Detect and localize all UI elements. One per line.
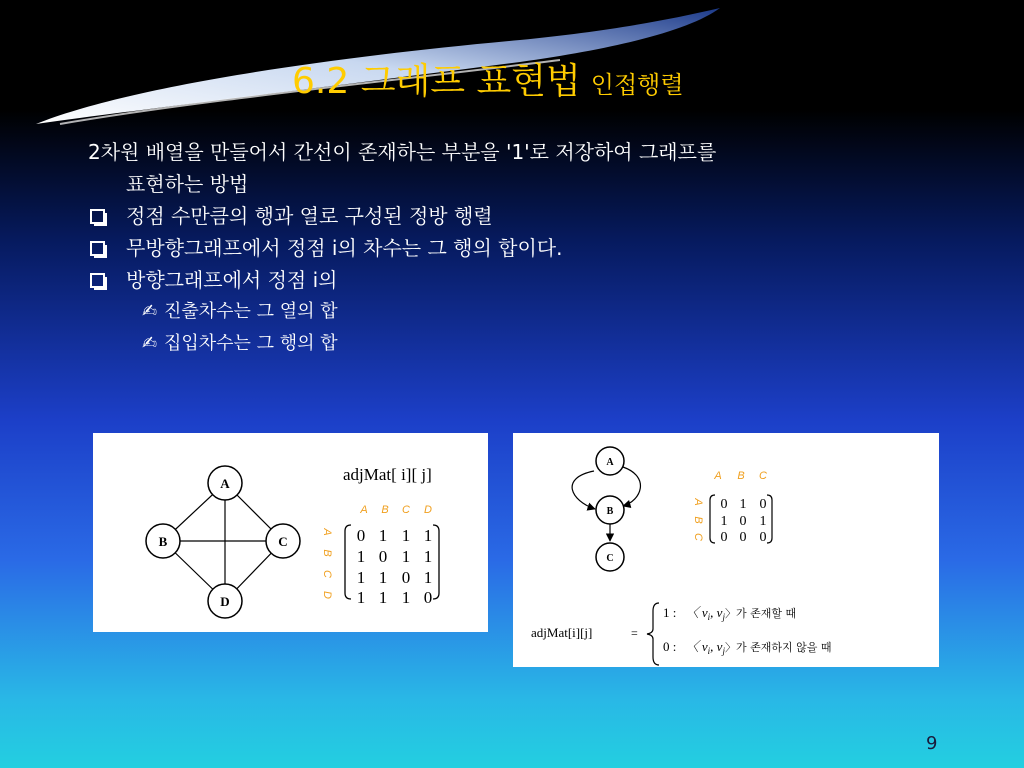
- bullet-item: [88, 232, 948, 264]
- matrix-cell: 1: [739, 497, 747, 512]
- lead-line-1: 2차원 배열을 만들어서 간선이 존재하는 부분을 '1'로 저장하여 그래프를: [88, 140, 717, 164]
- node-label-b: B: [606, 506, 614, 517]
- sub-bullet-item: [88, 328, 948, 360]
- matrix-cell: 0: [423, 588, 433, 607]
- title-main: 6.2 그래프 표현법: [292, 61, 581, 102]
- matrix-cell: 1: [356, 588, 366, 607]
- node-label-c: C: [278, 534, 288, 549]
- matrix-cell: 1: [356, 568, 366, 587]
- matrix-label: adjMat[ i][ j]: [343, 465, 432, 484]
- col-header: C: [759, 470, 767, 482]
- node-label-d: D: [220, 594, 230, 609]
- col-header: B: [737, 470, 745, 482]
- matrix-cell: 1: [378, 568, 388, 587]
- col-header: C: [402, 504, 410, 516]
- matrix-cell: 0: [720, 530, 728, 545]
- row-header: C: [321, 570, 333, 578]
- graph-node-c: [266, 524, 300, 558]
- matrix-cell: 1: [378, 588, 388, 607]
- undirected-graph: [163, 483, 283, 601]
- matrix-cell: 1: [356, 547, 366, 566]
- matrix-cell: 1: [378, 526, 388, 545]
- undirected-graph-figure: [93, 433, 488, 632]
- matrix-cell: 0: [378, 547, 388, 566]
- matrix-cell: 1: [423, 568, 433, 587]
- graph-node-a: [208, 466, 242, 500]
- col-header: B: [381, 504, 389, 516]
- graph-node-d: [208, 584, 242, 618]
- page-number: 9: [926, 733, 938, 754]
- title-subtitle: 인접행렬: [590, 71, 684, 99]
- matrix-cell: 1: [423, 547, 433, 566]
- matrix-cell: 0: [759, 530, 767, 545]
- sub-bullet-text: 진출차수는 그 열의 합: [164, 301, 338, 322]
- bullet-item: [88, 264, 948, 296]
- bullet-item: [88, 200, 948, 232]
- matrix-cell: 0: [759, 497, 767, 512]
- sub-bullet-text: 집입차수는 그 행의 합: [164, 333, 338, 354]
- bullet-text: 무방향그래프에서 정점 i의 차수는 그 행의 합이다.: [126, 236, 563, 260]
- directed-graph-figure: [513, 433, 939, 667]
- col-header: A: [714, 470, 722, 482]
- row-header: A: [321, 528, 333, 536]
- lead-line-2: 표현하는 방법: [126, 172, 249, 196]
- checkbox-bullet-icon: [90, 273, 105, 288]
- checkbox-bullet-icon: [90, 241, 105, 256]
- matrix-cell: 1: [720, 514, 728, 529]
- row-header: C: [692, 533, 704, 541]
- bullet-text: 정점 수만큼의 행과 열로 구성된 정방 행렬: [126, 204, 493, 228]
- matrix-cell: 0: [720, 497, 728, 512]
- matrix-bracket-left: [345, 525, 351, 599]
- matrix-cell: 0: [356, 526, 366, 545]
- matrix-cell: 0: [401, 568, 411, 587]
- case1-line: 1 : 〈 $v_i$, $v_j^{〉가 존재할 때}$: [663, 605, 797, 622]
- row-header: D: [321, 591, 333, 599]
- matrix-cell: 1: [423, 526, 433, 545]
- col-header: D: [424, 504, 432, 516]
- bullet-text: 방향그래프에서 정점 i의: [126, 268, 338, 292]
- slide-title: [292, 62, 684, 105]
- matrix-cell: 0: [739, 514, 747, 529]
- content-list: [88, 136, 948, 360]
- node-label-c: C: [606, 553, 614, 564]
- checkbox-bullet-icon: [90, 209, 105, 224]
- definition-equals: =: [631, 626, 638, 640]
- row-header: A: [692, 498, 704, 506]
- definition-label: adjMat[i][j]: [531, 625, 593, 640]
- graph-node-c: [596, 543, 624, 571]
- matrix-bracket-right: [767, 495, 772, 543]
- writing-hand-icon: ✍: [142, 301, 158, 322]
- graph-node-a: [596, 447, 624, 475]
- graph-node-b: [596, 496, 624, 524]
- row-header: B: [321, 549, 333, 557]
- matrix-cell: 1: [401, 588, 411, 607]
- case-brace: [647, 603, 659, 665]
- matrix-cell: 1: [401, 526, 411, 545]
- graph-node-b: [146, 524, 180, 558]
- matrix-cell: 1: [401, 547, 411, 566]
- row-header: B: [692, 516, 704, 524]
- node-label-a: A: [606, 457, 614, 468]
- col-header: A: [360, 504, 368, 516]
- case2-line: 0 : 〈 $v_i$, $v_j^{〉가 존재하지 않을 때}$: [663, 639, 832, 656]
- node-label-b: B: [158, 534, 168, 549]
- matrix-cell: 1: [759, 514, 767, 529]
- matrix-bracket-right: [433, 525, 439, 599]
- matrix-bracket-left: [710, 495, 715, 543]
- writing-hand-icon: ✍: [142, 333, 158, 354]
- sub-bullet-item: [88, 296, 948, 328]
- node-label-a: A: [220, 476, 230, 491]
- matrix-cell: 0: [739, 530, 747, 545]
